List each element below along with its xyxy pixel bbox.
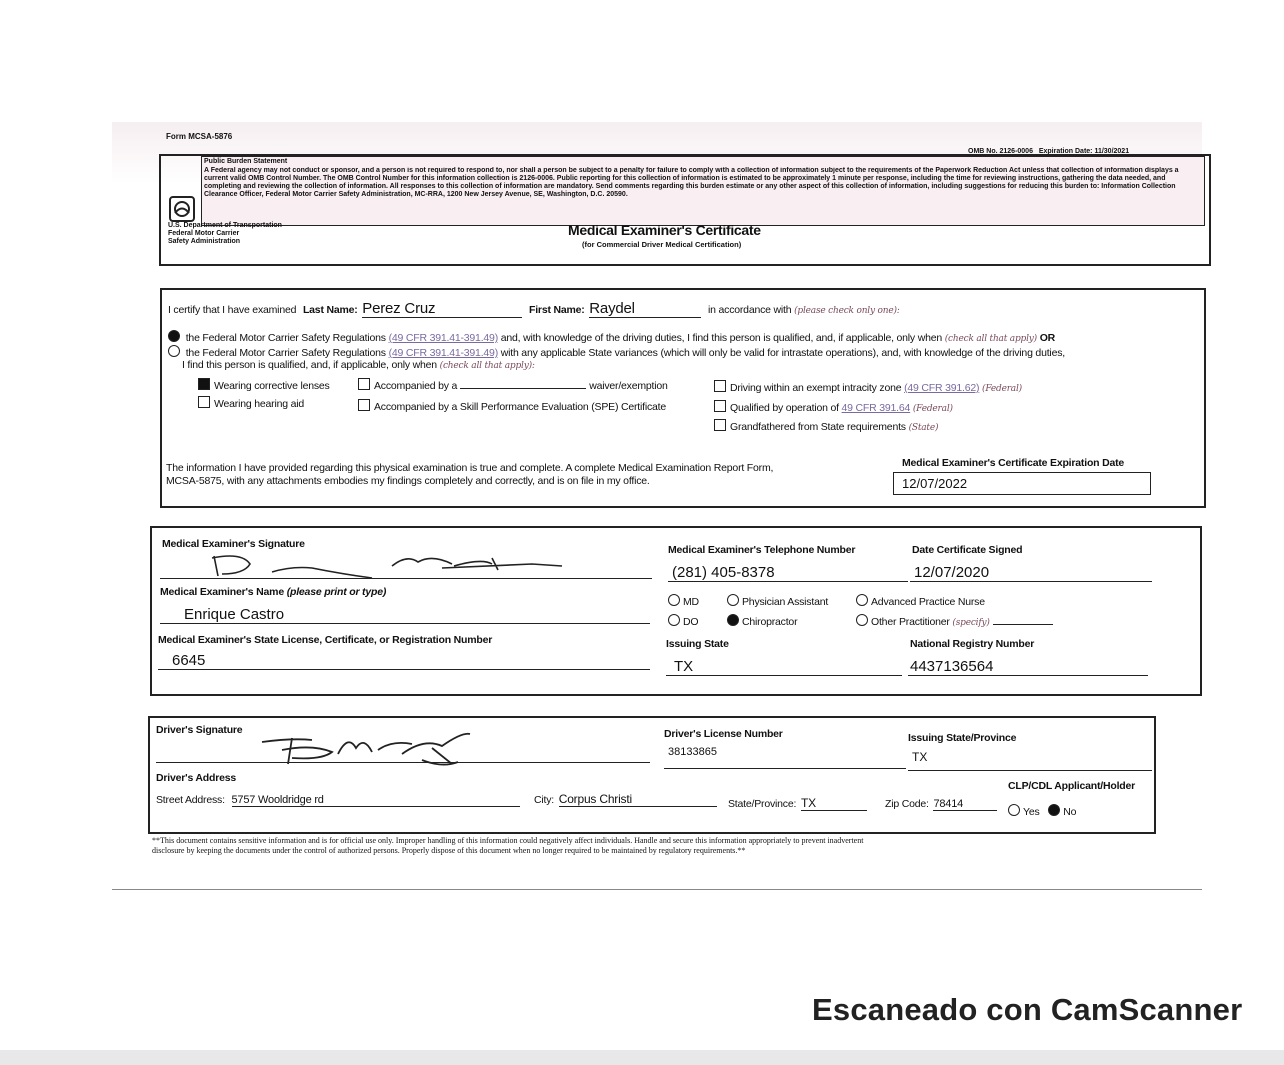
burden-box: Public Burden Statement A Federal agency may not conduct or sponsor, and a person is not required to respond to, nor shall a person be subject to a penalty for failure to comply with a collection of information subject to the requirements of the Paperwork Reduction Act unless that collection of information displays a current valid OMB Control Number. The OMB Control Number for this information collection is 2126-0006. Public reporting for this collection of information is estimated to be approximately 1 minute per response, including the time for reviewing instructions, gathering the data needed, and completing and reviewing the collection of information. All responses to this collection of information are mandatory. Send comments regarding this burden estimate or any other aspect of this collection of information, including suggestions for reducing this burden to: Information Collection Clearance Officer, Federal Motor Carrier Safety Administration, MC-RRA, 1200 New Jersey Avenue, SE, Washington, D.C. 20590.: [201, 156, 1205, 226]
page-bottom-edge: [112, 889, 1202, 890]
first-name-field[interactable]: Raydel: [589, 300, 701, 318]
examiner-signature-image: [192, 544, 572, 584]
certify-row: I certify that I have examined Last Name: Perez Cruz First Name: Raydel in accordance with (please check only one):: [168, 300, 900, 317]
issuing-state-field[interactable]: TX: [666, 658, 902, 676]
checkbox-intracity[interactable]: [714, 380, 726, 392]
camscanner-watermark: Escaneado con CamScanner: [812, 992, 1243, 1027]
driver-state-field[interactable]: TX: [908, 750, 1152, 771]
check-spe[interactable]: Accompanied by a Skill Performance Evaluation (SPE) Certificate: [358, 399, 666, 413]
city-field[interactable]: Corpus Christi: [559, 792, 717, 807]
driver-address-label: Driver's Address: [156, 772, 237, 784]
option-federal[interactable]: the Federal Motor Carrier Safety Regulations (49 CFR 391.41-391.49) and, with knowledge of the driving duties, I find this person is qualified, and, if applicable, only when (check all that apply) OR: [168, 330, 1198, 344]
last-name-field[interactable]: Perez Cruz: [362, 300, 522, 318]
check-corrective-lenses[interactable]: Wearing corrective lenses: [198, 378, 330, 392]
issuing-state-label: Issuing State: [666, 638, 729, 650]
certificate-page: [112, 122, 1202, 892]
omb-number: OMB No. 2126-0006 Expiration Date: 11/30/2021: [968, 148, 1130, 155]
radio-clp-no[interactable]: [1048, 804, 1060, 816]
type-other[interactable]: Other Practitioner (specify): [856, 614, 1152, 628]
check-intracity[interactable]: Driving within an exempt intracity zone (49 CFR 391.62) (Federal): [714, 380, 1022, 394]
phone-label: Medical Examiner's Telephone Number: [668, 544, 856, 556]
type-physician-assistant[interactable]: Physician Assistant: [727, 594, 828, 608]
date-signed-field[interactable]: 12/07/2020: [910, 564, 1152, 582]
city: City: Corpus Christi: [534, 792, 717, 807]
type-advanced-practice-nurse[interactable]: Advanced Practice Nurse: [856, 594, 985, 608]
license-label: Medical Examiner's State License, Certificate, or Registration Number: [158, 634, 493, 646]
check-qualified-operation[interactable]: Qualified by operation of 49 CFR 391.64 (Federal): [714, 400, 953, 414]
driver-license-field[interactable]: 38133865: [664, 746, 906, 769]
radio-clp-yes[interactable]: [1008, 804, 1020, 816]
dot-logo-icon: [169, 196, 195, 222]
form-number: Form MCSA-5876: [166, 132, 233, 141]
expiration-field[interactable]: 12/07/2022: [893, 472, 1151, 495]
type-md[interactable]: MD: [668, 594, 699, 608]
date-signed-label: Date Certificate Signed: [912, 544, 1023, 556]
option-state-line2: I find this person is qualified, and, if applicable, only when (check all that apply):: [182, 359, 535, 371]
examiner-signature-label: Medical Examiner's Signature: [162, 538, 305, 550]
zip: Zip Code: 78414: [885, 798, 997, 811]
checkbox-grandfathered[interactable]: [714, 419, 726, 431]
phone-field[interactable]: (281) 405-8378: [668, 564, 908, 582]
province: State/Province: TX: [728, 796, 867, 811]
clp-options: Yes No: [1008, 804, 1076, 818]
agency-name: U.S. Department of Transportation Federal Motor Carrier Safety Administration: [168, 222, 282, 245]
check-accompanied-waiver[interactable]: Accompanied by a waiver/exemption: [358, 378, 668, 392]
checkbox-spe[interactable]: [358, 399, 370, 411]
checkbox-lenses[interactable]: [198, 378, 210, 390]
registry-label: National Registry Number: [910, 638, 1035, 650]
checkbox-waiver[interactable]: [358, 378, 370, 390]
driver-signature-label: Driver's Signature: [156, 724, 243, 736]
check-hearing-aid[interactable]: Wearing hearing aid: [198, 396, 304, 410]
check-grandfathered[interactable]: Grandfathered from State requirements (State): [714, 419, 938, 433]
driver-state-label: Issuing State/Province: [908, 732, 1017, 744]
type-do[interactable]: DO: [668, 614, 698, 628]
radio-federal[interactable]: [168, 330, 180, 342]
disclaimer: **This document contains sensitive information and is for official use only. Improper handling of this information could negatively affect individuals. Handle and secure this information appropriately to prevent inadvertent disclosure by keeping the documents under the control of authorized persons. Properly dispose of this document when no longer required to be maintained by regulatory requirements.**: [152, 836, 864, 855]
examiner-name-field[interactable]: Enrique Castro: [160, 606, 650, 624]
zip-field[interactable]: 78414: [933, 798, 997, 811]
license-field[interactable]: 6645: [158, 652, 650, 670]
attestation-text: The information I have provided regarding this physical examination is true and complete. A complete Medical Examination Report Form, MCSA-5875, with any attachments embodies my findings completely and correctly, and is on file in my office.: [166, 462, 774, 487]
registry-field[interactable]: 4437136564: [908, 658, 1148, 676]
certificate-subtitle: (for Commercial Driver Medical Certification): [582, 240, 742, 249]
driver-signature-image: [252, 724, 482, 770]
checkbox-hearing[interactable]: [198, 396, 210, 408]
burden-text: A Federal agency may not conduct or sponsor, and a person is not required to respond to, nor shall a person be subject to a penalty for failure to comply with a collection of information subject to the requirements of the Paperwork Reduction Act unless that collection of information displays a current valid OMB Control Number. The OMB Control Number for this information collection is 2126-0006. Public reporting for this collection of information is estimated to be approximately 1 minute per response, including the time for reviewing instructions, gathering the data needed, and completing and reviewing the collection of information. All responses to this collection of information are mandatory. Send comments regarding this burden estimate or any other aspect of this collection of information, including suggestions for reducing this burden to: Information Collection Clearance Officer, Federal Motor Carrier Safety Administration, MC-RRA, 1200 New Jersey Avenue, SE, Washington, D.C. 20590.: [204, 167, 1179, 198]
radio-state-variance[interactable]: [168, 345, 180, 357]
driver-license-label: Driver's License Number: [664, 728, 783, 740]
bottom-bar: [0, 1050, 1284, 1065]
type-chiropractor[interactable]: Chiropractor: [727, 614, 797, 628]
certificate-title: Medical Examiner's Certificate: [568, 222, 761, 238]
province-field[interactable]: TX: [801, 796, 867, 811]
clp-label: CLP/CDL Applicant/Holder: [1008, 780, 1136, 792]
option-state[interactable]: the Federal Motor Carrier Safety Regulations (49 CFR 391.41-391.49) with any applicable State variances (which will only be valid for intrastate operations), and, with knowledge of the driving duties,: [168, 345, 1198, 359]
checkbox-qualified[interactable]: [714, 400, 726, 412]
expiration-label: Medical Examiner's Certificate Expiration Date: [902, 457, 1125, 469]
street-address: Street Address: 5757 Wooldridge rd: [156, 794, 520, 807]
street-field[interactable]: 5757 Wooldridge rd: [232, 794, 520, 807]
examiner-name-label: Medical Examiner's Name (please print or type): [160, 586, 387, 598]
